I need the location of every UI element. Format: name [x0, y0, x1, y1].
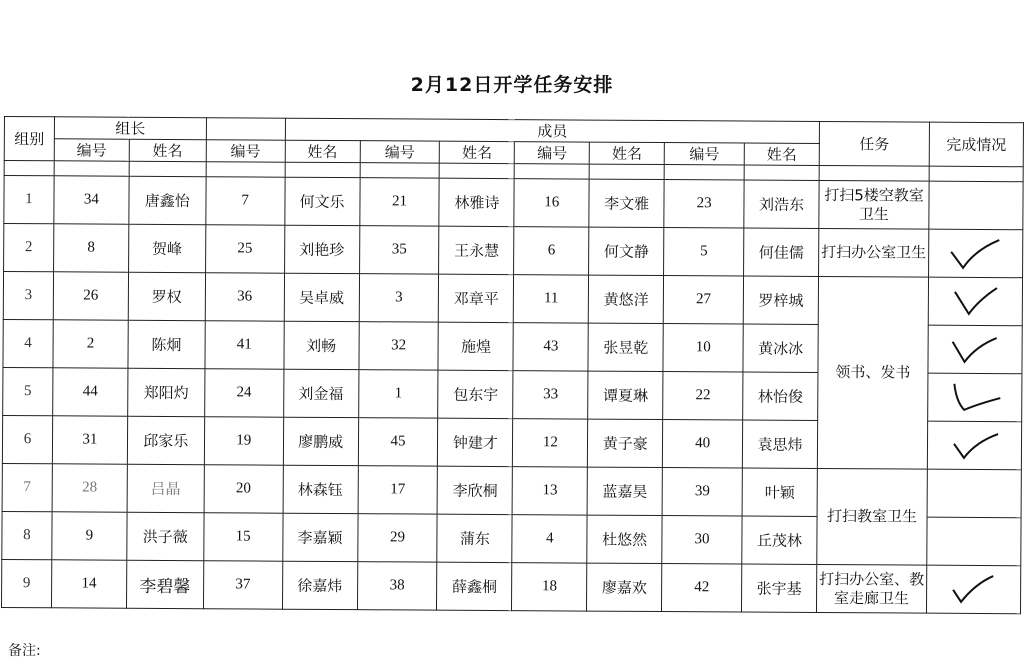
header-group: 组别: [4, 117, 54, 161]
checkmark-icon: [945, 379, 1005, 415]
header-member2-number: 编号: [360, 141, 440, 163]
member-number: 27: [663, 276, 743, 324]
member-number: 5: [664, 228, 744, 276]
status-cell: [927, 469, 1021, 518]
spacer-cell: [360, 163, 440, 178]
member-name: 林森钰: [283, 465, 358, 513]
member-number: 18: [512, 563, 587, 611]
checkmark-icon: [946, 235, 1006, 271]
task-table: [1, 116, 1024, 614]
member-number: 37: [203, 561, 282, 609]
member-number: 43: [513, 323, 588, 371]
member-name: 林怡俊: [743, 372, 818, 420]
task-cell-merged: 打扫教室卫生: [817, 468, 927, 565]
status-cell: [927, 421, 1021, 470]
leader-name: 邱家乐: [127, 416, 204, 464]
member-number: 15: [204, 513, 283, 561]
header-members: 成员: [285, 118, 819, 143]
leader-number: 9: [52, 512, 127, 560]
spacer-cell: [440, 163, 515, 178]
leader-number: 44: [53, 368, 128, 416]
member-name: 邓章平: [439, 274, 514, 322]
member-name: 施煌: [438, 322, 513, 370]
member-number: 22: [663, 372, 743, 420]
member-name: 刘金福: [283, 369, 358, 417]
member-number: 39: [662, 468, 742, 516]
checkmark-icon: [943, 571, 1003, 607]
status-cell: [928, 325, 1022, 374]
leader-number: 14: [51, 560, 126, 608]
member-name: 张宇基: [742, 564, 817, 612]
member-name: 钟建才: [438, 418, 513, 466]
leader-name: 吕晶: [127, 464, 204, 512]
member-number: 35: [359, 226, 439, 274]
member-number: 23: [664, 180, 744, 228]
member-number: 29: [357, 514, 437, 562]
member-number: 6: [514, 227, 589, 275]
group-number: 8: [2, 511, 52, 559]
leader-name: 郑阳灼: [128, 368, 205, 416]
header-member4-name: 姓名: [744, 143, 819, 165]
spacer-cell: [54, 161, 129, 176]
header-leader-name: 姓名: [129, 139, 206, 161]
spacer-cell: [819, 165, 929, 181]
member-number: 36: [205, 273, 284, 321]
member-name: 林雅诗: [439, 178, 514, 226]
status-cell: [928, 229, 1022, 278]
status-cell: [929, 181, 1023, 230]
checkmark-icon: [945, 283, 1005, 319]
header-member1-number: 编号: [206, 140, 285, 162]
member-number: 24: [204, 369, 283, 417]
member-number: 10: [663, 324, 743, 372]
header-member3-name: 姓名: [590, 142, 665, 164]
leader-number: 8: [54, 224, 129, 272]
spacer-cell: [589, 164, 664, 179]
header-member2-name: 姓名: [440, 141, 515, 163]
member-number: 32: [359, 322, 439, 370]
group-number: 4: [3, 319, 53, 367]
header-blank: [206, 118, 285, 140]
header-status: 完成情况: [929, 122, 1023, 167]
header-leader-number: 编号: [54, 139, 129, 161]
member-number: 41: [205, 321, 284, 369]
member-name: 何文静: [589, 227, 664, 275]
spacer-cell: [285, 162, 360, 177]
member-number: 38: [357, 562, 437, 610]
status-cell: [928, 373, 1022, 422]
group-number: 3: [3, 272, 53, 320]
task-cell-merged: 领书、发书: [817, 276, 928, 469]
group-number: 6: [2, 415, 52, 463]
member-name: 黄悠洋: [589, 275, 664, 323]
spacer-cell: [744, 165, 819, 180]
spacer-cell: [929, 166, 1023, 182]
leader-name: 贺峰: [128, 224, 205, 272]
checkmark-icon: [945, 331, 1005, 367]
leader-number: 28: [52, 464, 127, 512]
spacer-cell: [129, 161, 206, 176]
member-number: 17: [358, 466, 438, 514]
member-number: 42: [662, 564, 742, 612]
member-name: 廖鹏威: [283, 417, 358, 465]
note-label: 备注:: [8, 643, 41, 659]
member-name: 李欣桐: [438, 466, 513, 514]
table-row: [4, 176, 1023, 230]
member-number: 7: [206, 177, 285, 225]
member-number: 11: [514, 275, 589, 323]
member-number: 12: [513, 419, 588, 467]
member-name: 蓝嘉昊: [587, 467, 662, 515]
member-name: 袁思炜: [742, 420, 817, 468]
spacer-cell: [515, 164, 590, 179]
member-name: 刘浩东: [744, 180, 819, 228]
member-name: 廖嘉欢: [587, 563, 662, 611]
member-name: 徐嘉炜: [282, 561, 357, 609]
leader-number: 2: [53, 320, 128, 368]
member-name: 刘畅: [284, 321, 359, 369]
member-number: 21: [359, 178, 439, 226]
header-leader: 组长: [54, 117, 206, 140]
table-row: [1, 559, 1020, 613]
group-number: 9: [1, 559, 51, 607]
member-name: 何佳儒: [744, 228, 819, 276]
member-name: 罗梓城: [743, 276, 818, 324]
status-cell: [926, 565, 1020, 614]
header-member4-number: 编号: [664, 143, 744, 165]
member-number: 30: [662, 516, 742, 564]
page-title: 2月12日开学任务安排: [410, 74, 614, 96]
status-cell: [927, 517, 1021, 566]
member-name: 李嘉颖: [282, 513, 357, 561]
table-row: [4, 224, 1023, 278]
member-name: 蒲东: [437, 514, 512, 562]
leader-name: 罗权: [128, 272, 205, 320]
group-number: 1: [4, 176, 54, 224]
member-name: 吴卓威: [284, 273, 359, 321]
member-name: 杜悠然: [587, 515, 662, 563]
table-row: [2, 463, 1021, 517]
checkmark-icon: [944, 427, 1004, 463]
member-name: 薛鑫桐: [437, 562, 512, 610]
leader-name: 洪子薇: [127, 512, 204, 560]
member-name: 叶颖: [742, 468, 817, 516]
spacer-cell: [4, 161, 54, 176]
member-name: 谭夏琳: [588, 371, 663, 419]
member-number: 19: [204, 417, 283, 465]
member-name: 王永慧: [439, 226, 514, 274]
group-number: 2: [4, 224, 54, 272]
member-number: 20: [204, 465, 283, 513]
member-number: 4: [512, 515, 587, 563]
leader-number: 26: [53, 272, 128, 320]
member-name: 包东宇: [438, 370, 513, 418]
member-number: 45: [358, 418, 438, 466]
spacer-cell: [664, 165, 744, 180]
spacer-cell: [206, 162, 285, 177]
member-name: 刘艳珍: [284, 225, 359, 273]
leader-number: 31: [52, 416, 127, 464]
member-number: 16: [514, 179, 589, 227]
member-number: 3: [359, 274, 439, 322]
member-name: 何文乐: [285, 177, 360, 225]
group-number: 7: [2, 463, 52, 511]
leader-name: 李碧馨: [126, 560, 203, 608]
member-number: 1: [358, 370, 438, 418]
member-name: 张昱乾: [588, 323, 663, 371]
member-number: 13: [512, 467, 587, 515]
task-cell: 打扫办公室、教室走廊卫生: [816, 564, 926, 613]
leader-name: 陈炯: [128, 320, 205, 368]
task-cell: 打扫办公室卫生: [819, 228, 929, 277]
member-number: 40: [663, 420, 743, 468]
status-cell: [928, 277, 1022, 326]
member-name: 黄冰冰: [743, 324, 818, 372]
header-task: 任务: [819, 121, 929, 166]
header-member3-number: 编号: [515, 142, 590, 164]
member-number: 33: [513, 371, 588, 419]
task-cell: 打扫5楼空教室卫生: [819, 180, 929, 229]
header-member1-name: 姓名: [285, 140, 360, 162]
table-row: [3, 272, 1022, 326]
member-name: 李文雅: [589, 179, 664, 227]
member-number: 25: [205, 225, 284, 273]
leader-number: 34: [54, 176, 129, 224]
member-name: 丘茂林: [742, 516, 817, 564]
leader-name: 唐鑫怡: [129, 176, 206, 224]
member-name: 黄子豪: [588, 419, 663, 467]
group-number: 5: [3, 367, 53, 415]
